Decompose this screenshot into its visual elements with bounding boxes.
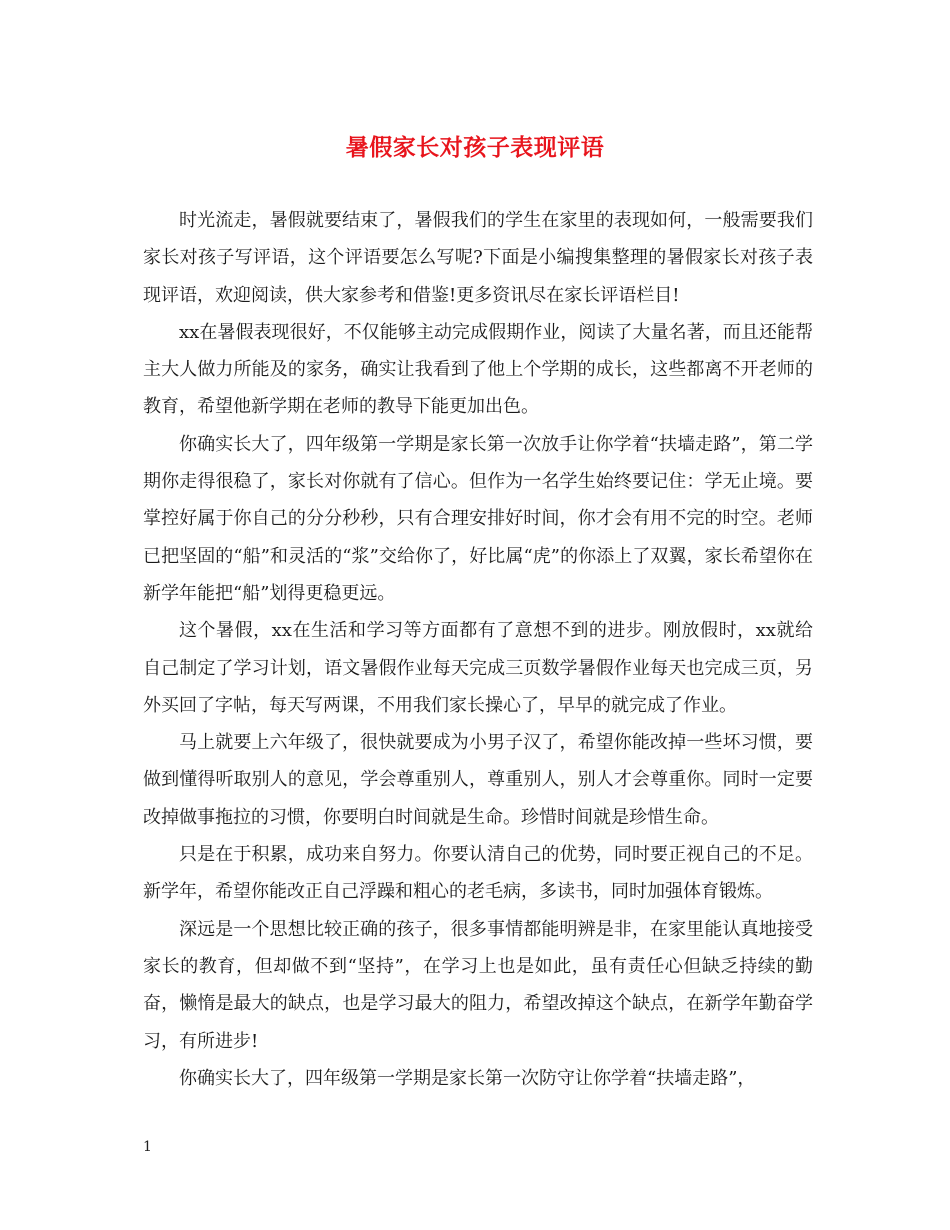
paragraph-8: 你确实长大了，四年级第一学期是家长第一次防守让你学着“扶墙走路”， bbox=[179, 1067, 756, 1089]
paragraph-6: 只是在于积累，成功来自努力。你要认清自己的优势，同时要正视自己的不足。新学年，希望你能改正自己浮躁和粗心的老毛病，多读书，同时加强体育锻炼。 bbox=[143, 844, 813, 903]
document-title: 暑假家长对孩子表现评语 bbox=[345, 134, 605, 161]
document-body bbox=[143, 202, 813, 1097]
paragraph-4: 这个暑假，xx在生活和学习等方面都有了意想不到的进步。刚放假时，xx就给自己制定了学习计划，语文暑假作业每天完成三页数学暑假作业每天也完成三页，另外买回了字帖，每天写两课，不用我们家长操心了，早早的就完成了作业。 bbox=[143, 620, 813, 716]
paragraph-2: xx在暑假表现很好，不仅能够主动完成假期作业，阅读了大量名著，而且还能帮主大人做力所能及的家务，确实让我看到了他上个学期的成长，这些都离不开老师的教育，希望他新学期在老师的教导下能更加出色。 bbox=[143, 321, 813, 418]
paragraph-5: 马上就要上六年级了，很快就要成为小男子汉了，希望你能改掉一些坏习惯，要做到懂得听取别人的意见，学会尊重别人，尊重别人，别人才会尊重你。同时一定要改掉做事拖拉的习惯，你要明白时间就是生命。珍惜时间就是珍惜生命。 bbox=[143, 732, 813, 828]
page-number: 1 bbox=[143, 1139, 152, 1155]
paragraph-3: 你确实长大了，四年级第一学期是家长第一次放手让你学着“扶墙走路”，第二学期你走得很稳了，家长对你就有了信心。但作为一名学生始终要记住：学无止境。要掌控好属于你自己的分分秒秒，只有合理安排好时间，你才会有用不完的时空。老师已把坚固的“船”和灵活的“浆”交给你了，好比属“虎”的你添上了双翼，家长希望你在新学年能把“船”划得更稳更远。 bbox=[143, 433, 813, 604]
paragraph-1: 时光流走，暑假就要结束了，暑假我们的学生在家里的表现如何，一般需要我们家长对孩子写评语，这个评语要怎么写呢?下面是小编搜集整理的暑假家长对孩子表现评语，欢迎阅读，供大家参考和借鉴!更多资讯尽在家长评语栏目! bbox=[143, 210, 813, 306]
paragraph-7: 深远是一个思想比较正确的孩子，很多事情都能明辨是非，在家里能认真地接受家长的教育，但却做不到“坚持”，在学习上也是如此，虽有责任心但缺乏持续的勤奋，懒惰是最大的缺点，也是学习最大的阻力，希望改掉这个缺点，在新学年勤奋学习，有所进步! bbox=[143, 918, 813, 1052]
